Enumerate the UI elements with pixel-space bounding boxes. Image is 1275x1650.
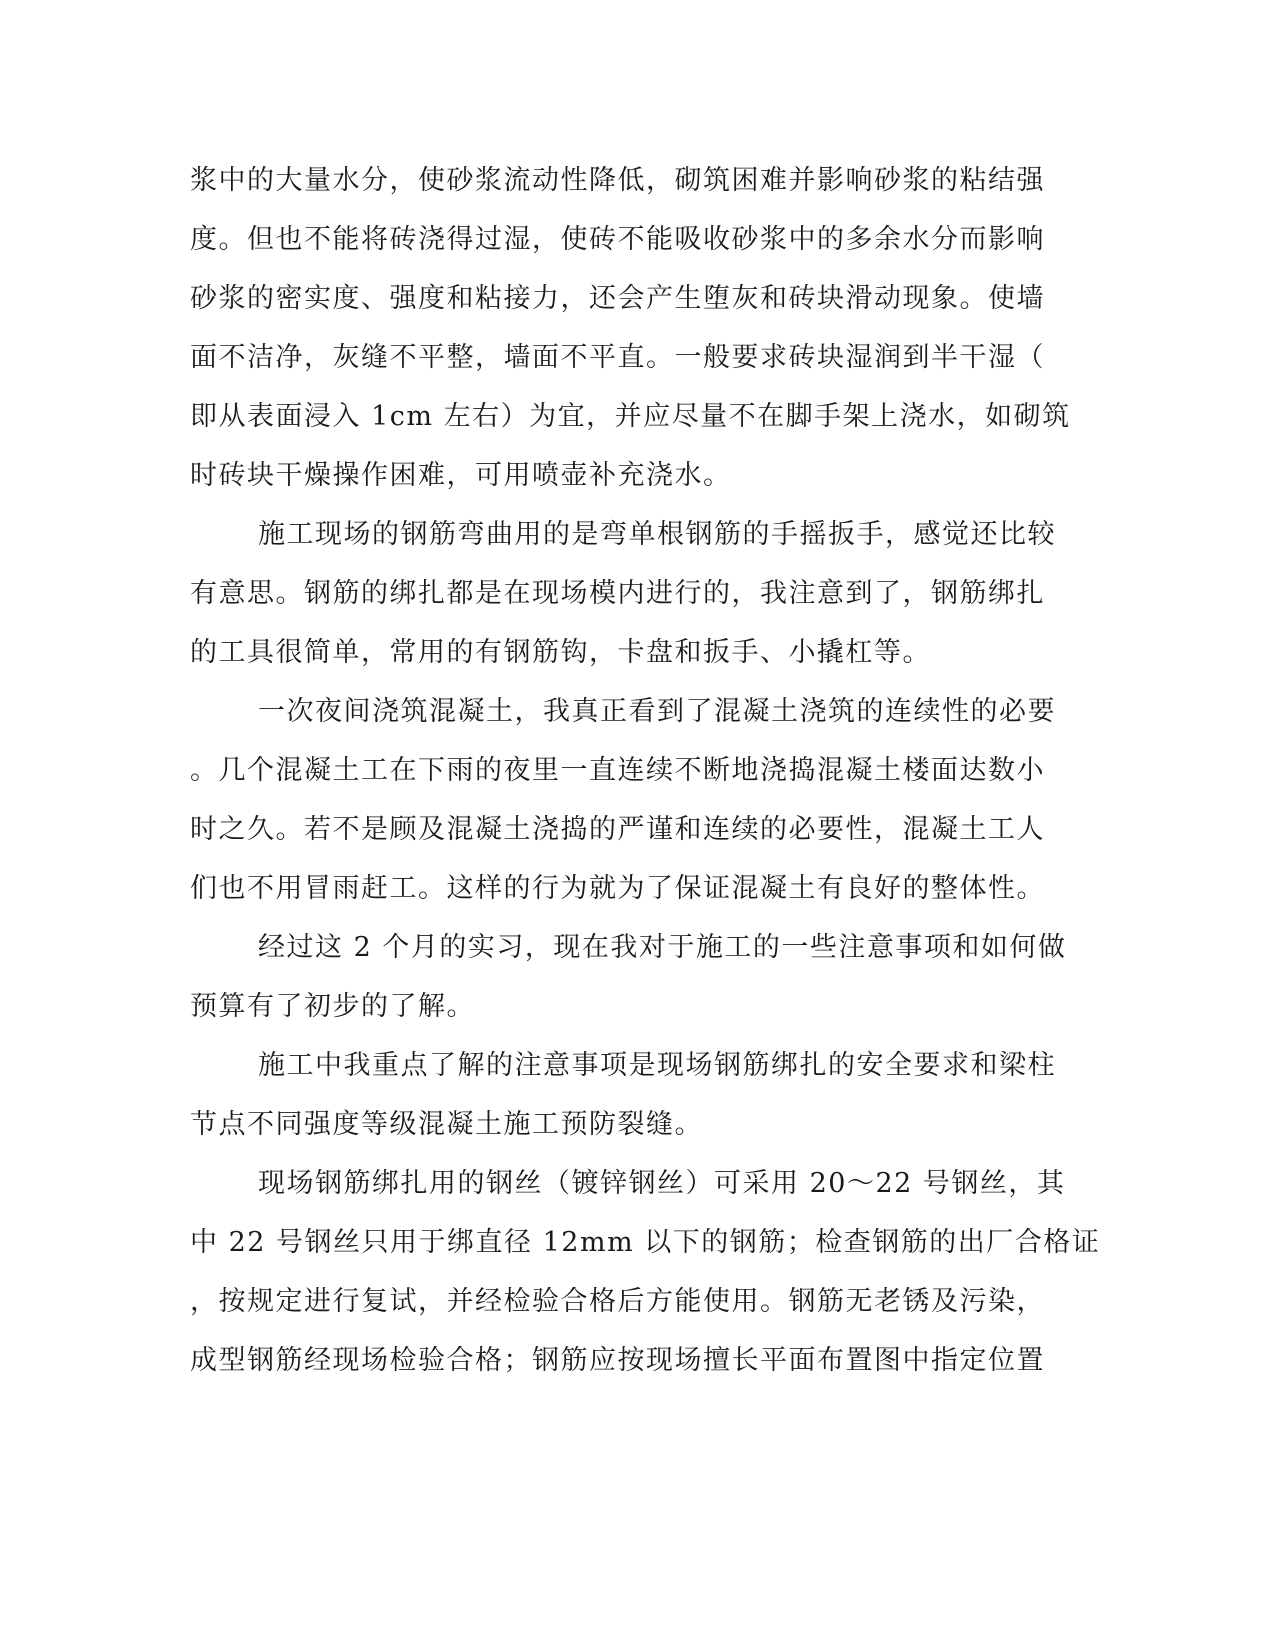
text-line: 时之久。若不是顾及混凝土浇捣的严谨和连续的必要性，混凝土工人 [190, 814, 1045, 845]
text-line: 。几个混凝土工在下雨的夜里一直连续不断地浇捣混凝土楼面达数小 [190, 755, 1045, 786]
paragraph-first-line: 施工中我重点了解的注意事项是现场钢筋绑扎的安全要求和梁柱 [258, 1050, 1056, 1081]
paragraph-first-line: 经过这 2 个月的实习，现在我对于施工的一些注意事项和如何做 [258, 932, 1067, 963]
text-line: 们也不用冒雨赶工。这样的行为就为了保证混凝土有良好的整体性。 [190, 873, 1045, 904]
paragraph-first-line: 施工现场的钢筋弯曲用的是弯单根钢筋的手摇扳手，感觉还比较 [258, 519, 1056, 550]
text-line: 砂浆的密实度、强度和粘接力，还会产生堕灰和砖块滑动现象。使墙 [190, 283, 1045, 314]
text-line: 度。但也不能将砖浇得过湿，使砖不能吸收砂浆中的多余水分而影响 [190, 224, 1045, 255]
text-line: 成型钢筋经现场检验合格；钢筋应按现场擅长平面布置图中指定位置 [190, 1345, 1045, 1376]
text-line: 有意思。钢筋的绑扎都是在现场模内进行的，我注意到了，钢筋绑扎 [190, 578, 1045, 609]
text-line: 浆中的大量水分，使砂浆流动性降低，砌筑困难并影响砂浆的粘结强 [190, 165, 1045, 196]
text-line: 的工具很简单，常用的有钢筋钩，卡盘和扳手、小撬杠等。 [190, 637, 931, 668]
text-line: 中 22 号钢丝只用于绑直径 12mm 以下的钢筋；检查钢筋的出厂合格证 [190, 1227, 1101, 1258]
text-line: 预算有了初步的了解。 [190, 991, 475, 1022]
text-line: 面不洁净，灰缝不平整，墙面不平直。一般要求砖块湿润到半干湿（ [190, 342, 1045, 373]
text-line: ，按规定进行复试，并经检验合格后方能使用。钢筋无老锈及污染， [190, 1286, 1045, 1317]
text-line: 即从表面浸入 1cm 左右）为宜，并应尽量不在脚手架上浇水，如砌筑 [190, 401, 1071, 432]
text-line: 时砖块干燥操作困难，可用喷壶补充浇水。 [190, 460, 732, 491]
paragraph-first-line: 一次夜间浇筑混凝土，我真正看到了混凝土浇筑的连续性的必要 [258, 696, 1056, 727]
paragraph-first-line: 现场钢筋绑扎用的钢丝（镀锌钢丝）可采用 20～22 号钢丝，其 [258, 1168, 1066, 1199]
text-line: 节点不同强度等级混凝土施工预防裂缝。 [190, 1109, 703, 1140]
